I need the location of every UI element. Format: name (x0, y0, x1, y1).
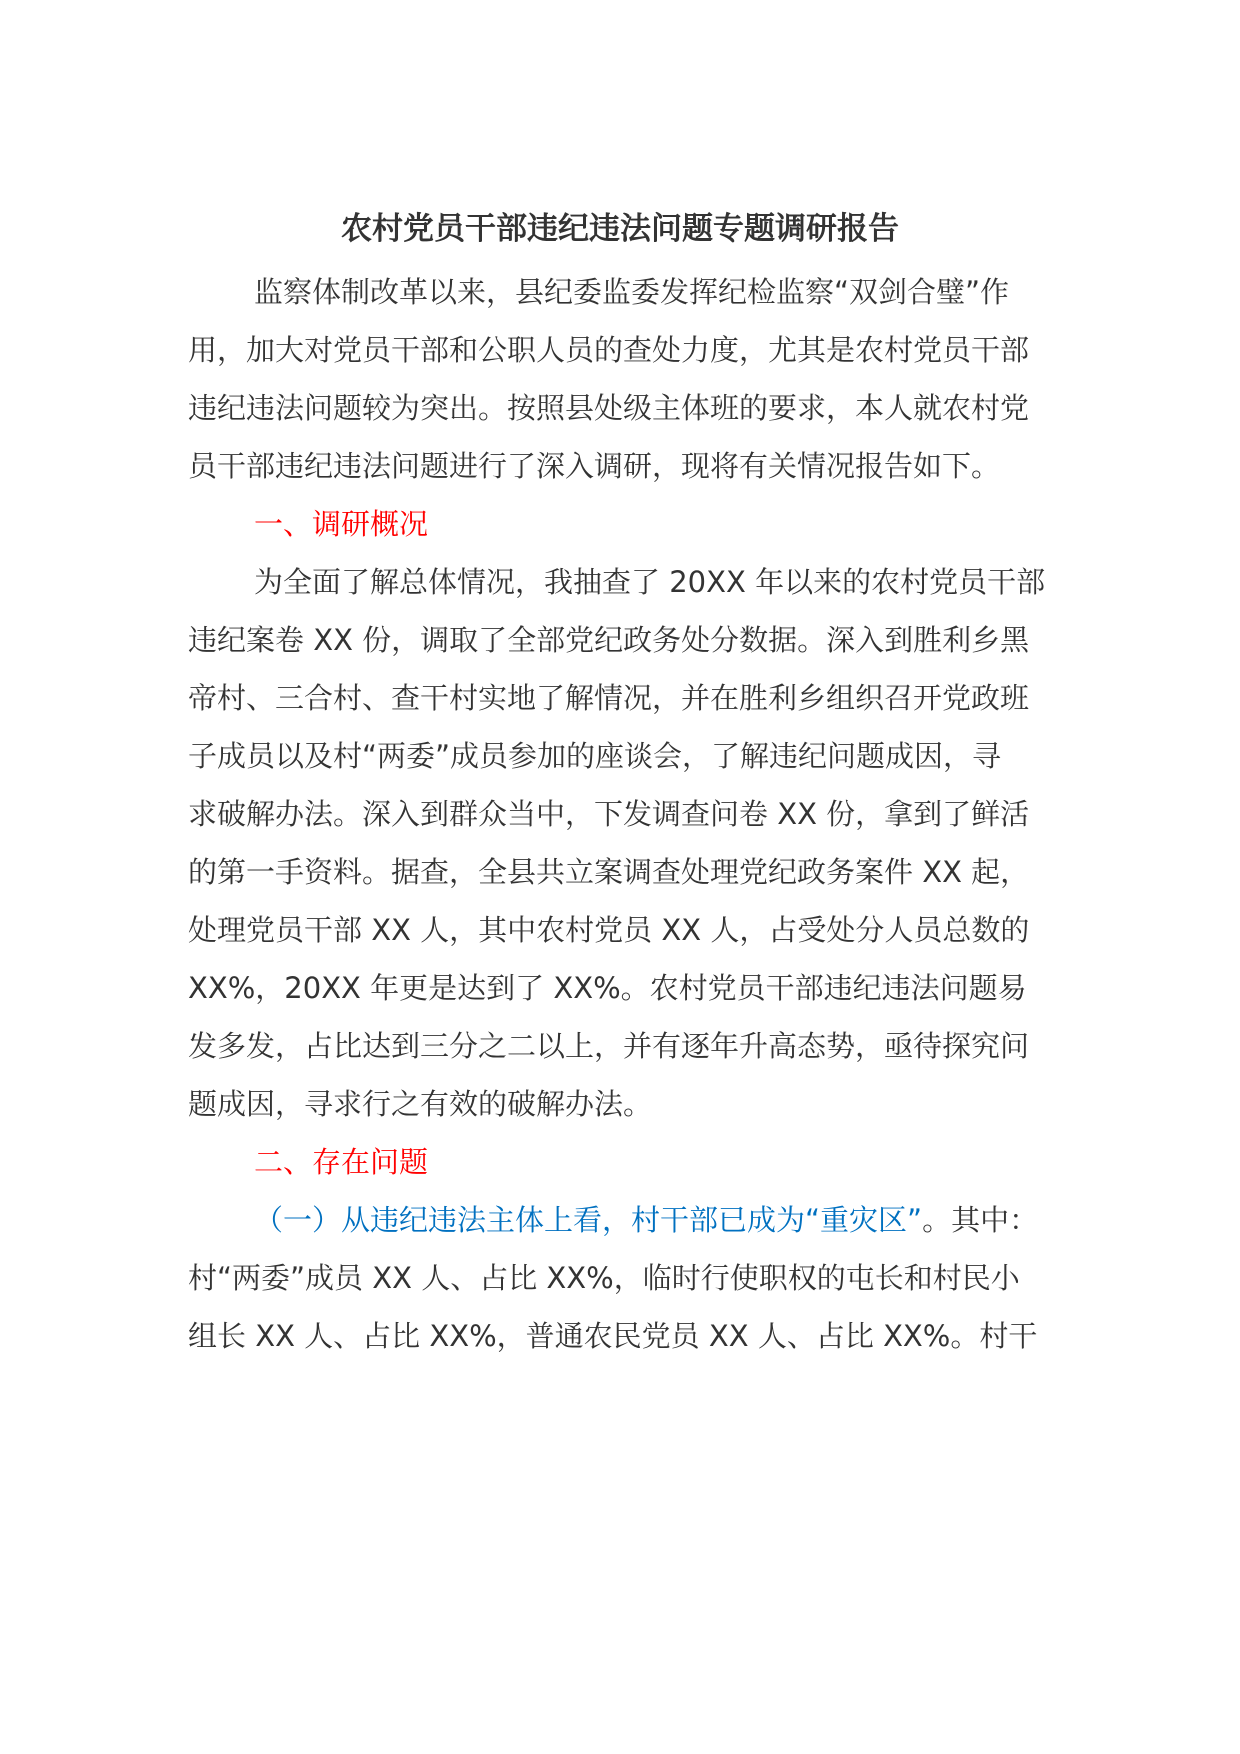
section1-line: 帝村、三合村、查干村实地了解情况，并在胜利乡组织召开党政班 (188, 681, 1030, 715)
section1-line: 求破解办法。深入到群众当中，下发调查问卷 XX 份，拿到了鲜活 (188, 797, 1030, 831)
intro-line: 监察体制改革以来，县纪委监委发挥纪检监察“双剑合璧”作 (254, 275, 1010, 309)
subsection1-body-line: 组长 XX 人、占比 XX%，普通农民党员 XX 人、占比 XX%。村干 (188, 1319, 1038, 1353)
section1-line: 子成员以及村“两委”成员参加的座谈会，了解违纪问题成因，寻 (188, 739, 1002, 773)
section1-line: 发多发，占比达到三分之二以上，并有逐年升高态势，亟待探究问 (188, 1029, 1030, 1063)
section-heading-survey-overview: 一、调研概况 (254, 507, 429, 541)
intro-line: 员干部违纪违法问题进行了深入调研，现将有关情况报告如下。 (188, 449, 1001, 483)
intro-line: 违纪违法问题较为突出。按照县处级主体班的要求，本人就农村党 (188, 391, 1030, 425)
section1-line: 违纪案卷 XX 份，调取了全部党纪政务处分数据。深入到胜利乡黑 (188, 623, 1030, 657)
subsection-heading-tail: 。其中： (922, 1203, 1039, 1237)
subsection1-body-line: 村“两委”成员 XX 人、占比 XX%，临时行使职权的屯长和村民小 (188, 1261, 1020, 1295)
section1-line: 题成因，寻求行之有效的破解办法。 (188, 1087, 653, 1121)
intro-line: 用，加大对党员干部和公职人员的查处力度，尤其是农村党员干部 (188, 333, 1030, 367)
section1-line: 的第一手资料。据查，全县共立案调查处理党纪政务案件 XX 起， (188, 855, 1030, 889)
section1-line: XX%，20XX 年更是达到了 XX%。农村党员干部违纪违法问题易 (188, 971, 1027, 1005)
subsection1-line (254, 1196, 1038, 1244)
subsection-heading: （一）从违纪违法主体上看，村干部已成为“重灾区” (254, 1203, 923, 1237)
section-heading-existing-problems: 二、存在问题 (254, 1145, 429, 1179)
section1-line: 为全面了解总体情况，我抽查了 20XX 年以来的农村党员干部 (254, 565, 1046, 599)
document-title: 农村党员干部违纪违法问题专题调研报告 (341, 211, 899, 247)
section1-line: 处理党员干部 XX 人，其中农村党员 XX 人，占受处分人员总数的 (188, 913, 1030, 947)
